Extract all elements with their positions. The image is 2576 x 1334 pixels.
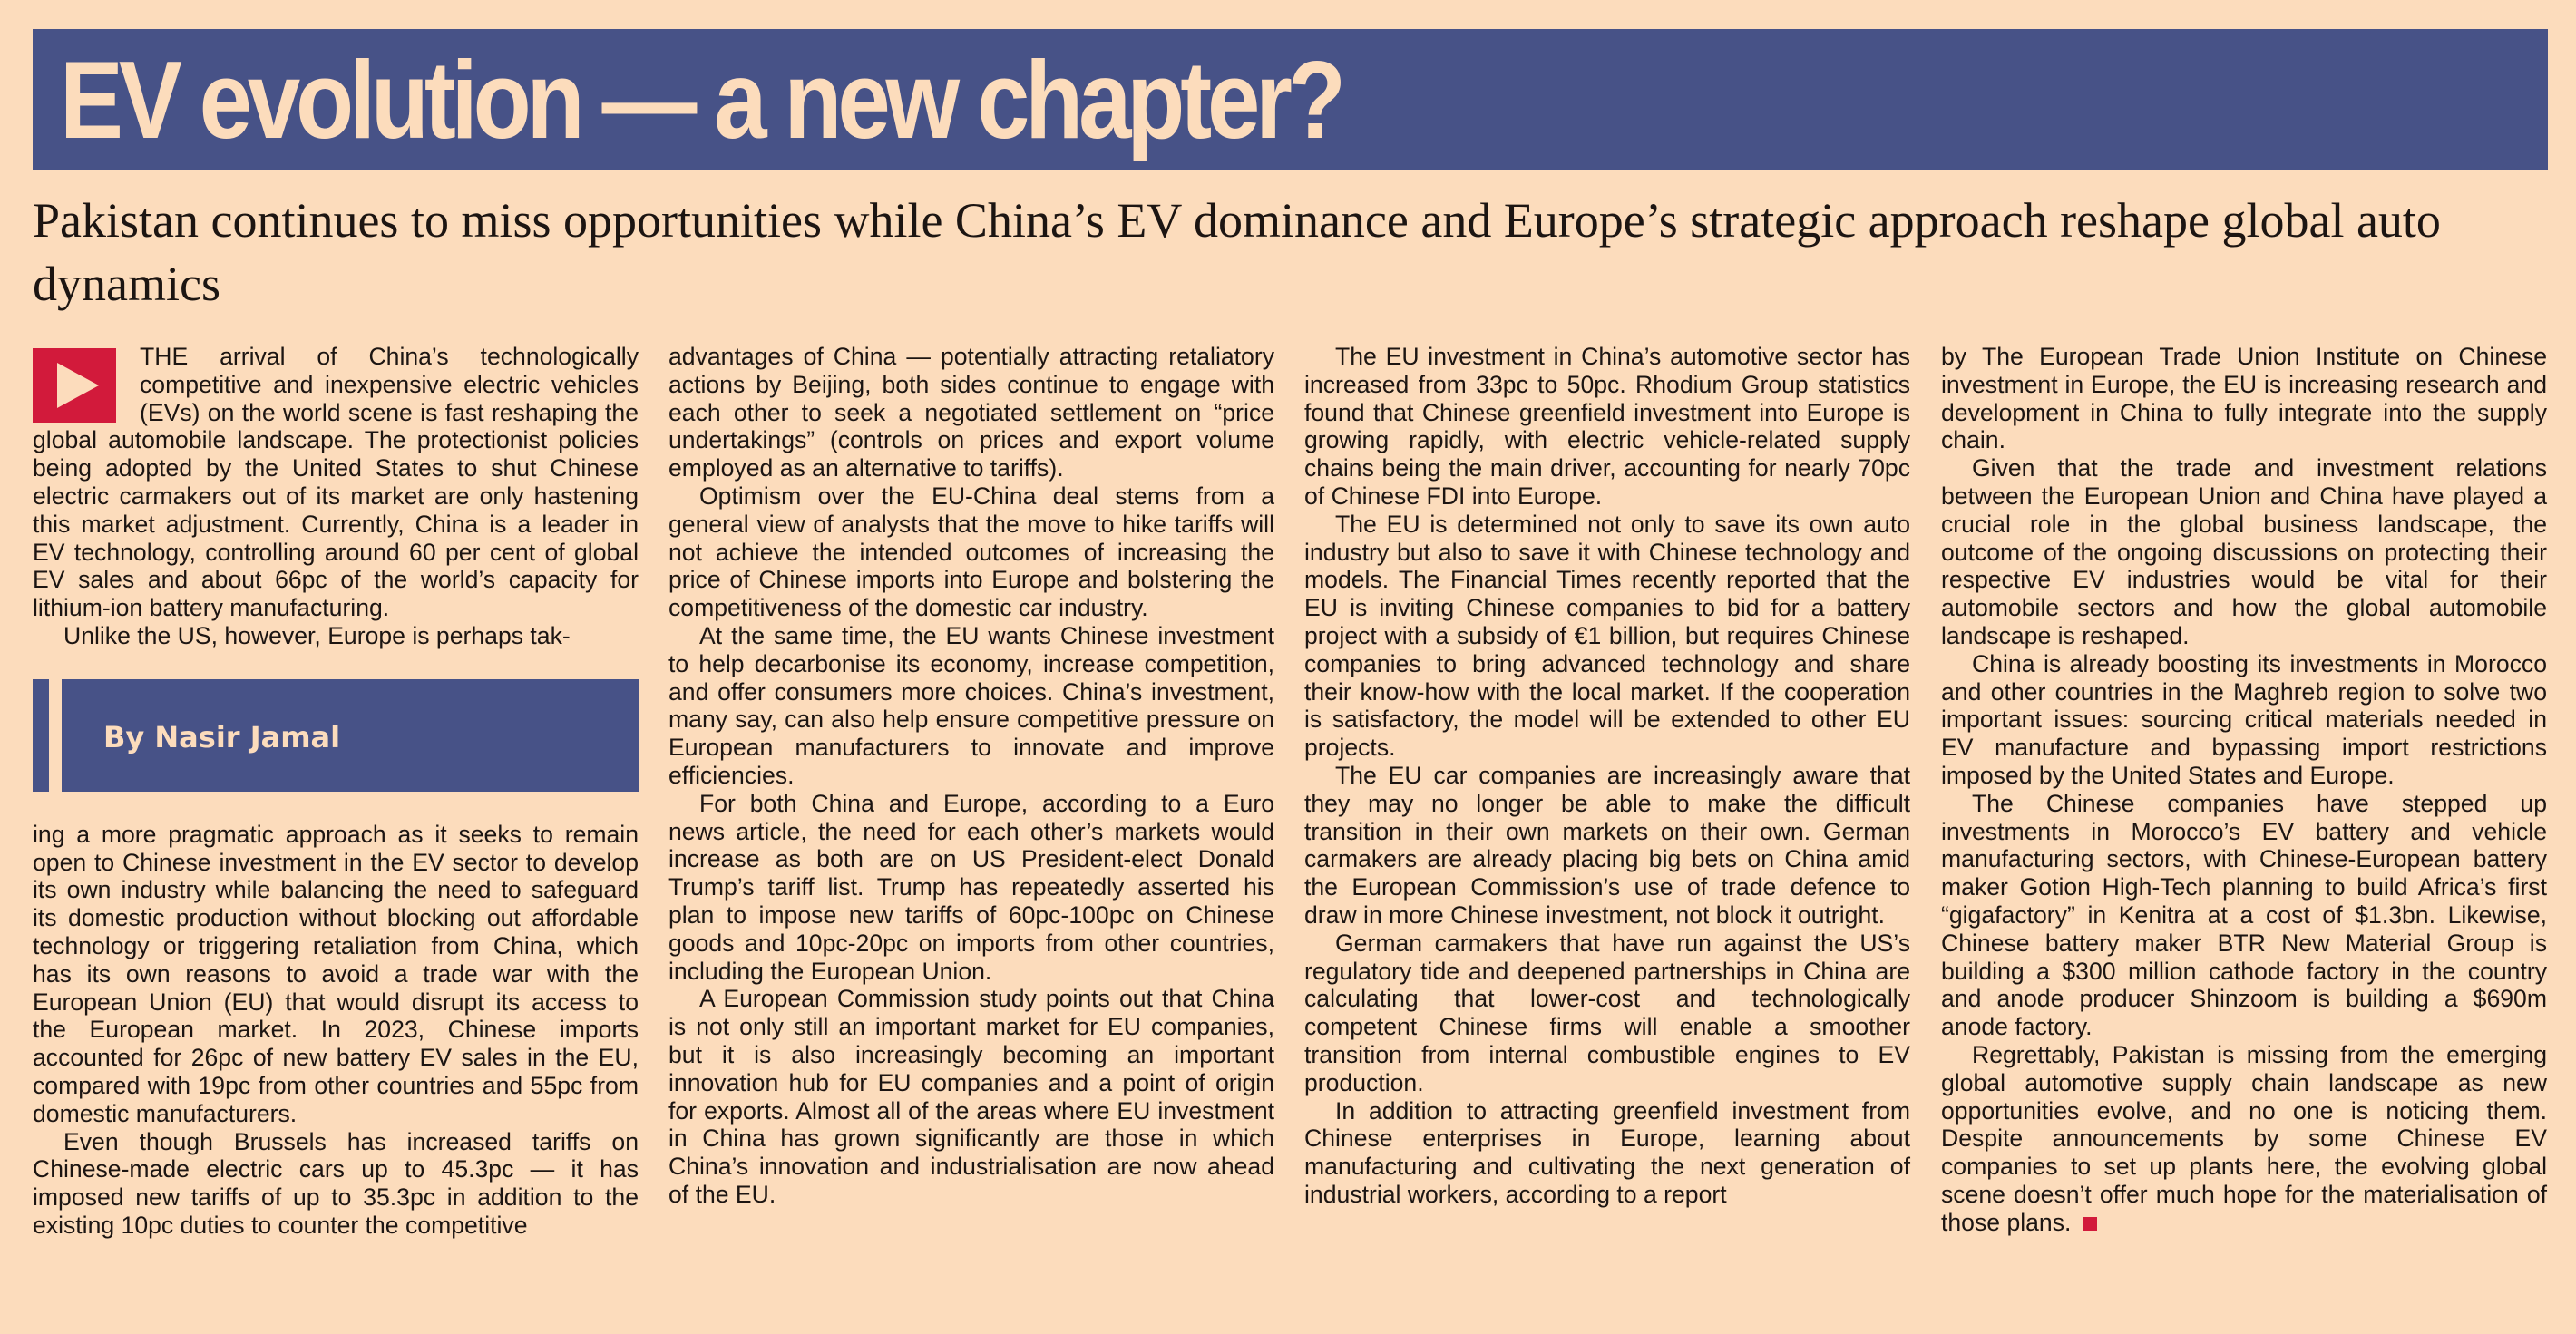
paragraph-text: Regrettably, Pakistan is missing from the emerging global automotive supply chain landscape as new opportunities evolve, and no one is noticing them. Despite announcements by some Chinese EV companies to set up plants here, the evolving global scene doesn’t offer much hope for the materialisation of those plans.	[1941, 1040, 2547, 1236]
paragraph: Unlike the US, however, Europe is perhaps tak-	[63, 621, 571, 649]
paragraph: The Chinese companies have stepped up investments in Morocco’s EV battery and vehicle manufacturing sectors, with Chinese-European battery maker Gotion High-Tech planning to build Africa’s first “gigafactory” in Kenitra at a cost of $1.3bn. Likewise, Chinese battery maker BTR New Material Group is building a $300 million cathode factory in the country and anode producer Shinzoom is building a $690m anode factory.	[1941, 789, 2547, 1041]
paragraph: In addition to attracting greenfield investment from Chinese enterprises in Europe, learning about manufacturing and cultivating the next generation of industrial workers, according to a report	[1304, 1096, 1910, 1208]
headline: EV evolution — a new chapter?	[60, 38, 1342, 161]
paragraph: A European Commission study points out that China is not only still an important market for EU companies, but it is also increasingly becoming an important innovation hub for EU companies and a point of origin for exports. Almost all of the areas where EU investment in China has grown significantly are those in which China’s innovation and industrialisation are now ahead of the EU.	[668, 985, 1274, 1208]
paragraph: Given that the trade and investment relations between the European Union and China have played a crucial role in the global business landscape, the outcome of the ongoing discussions on protecting their respective EV industries would be vital for their automobile sectors and how the global automobile landscape is reshaped.	[1941, 454, 2547, 649]
paragraph: Optimism over the EU-China deal stems from a general view of analysts that the move to hike tariffs will not achieve the intended outcomes of increasing the price of Chinese imports into Europe and bolstering the competitiveness of the domestic car industry.	[668, 482, 1274, 622]
paragraph: The EU is determined not only to save its own auto industry but also to save it with Chinese technology and models. The Financial Times recently reported that the EU is inviting Chinese companies to bid for a battery project with a subsidy of €1 billion, but requires Chinese companies to bring advanced technology and share their know-how with the local market. If the cooperation is satisfactory, the model will be extended to other EU projects.	[1304, 510, 1910, 762]
paragraph: German carmakers that have run against the US’s regulatory tide and deepened partnerships in China are calculating that lower-cost and technologically competent Chinese firms will enable a smoother transition from internal combustible engines to EV production.	[1304, 929, 1910, 1096]
paragraph: THE arrival of China’s technologically competitive and inexpensive electric vehicles (EVs) on the world scene is fast reshaping the global automobile landscape. The protectionist policies being adopted by the United States to shut Chinese electric carmakers out of its market are only hastening this market adjustment. Currently, China is a leader in EV technology, controlling around 60 per cent of global EV sales and about 66pc of the world’s capacity for lithium-ion battery manufacturing.	[33, 343, 639, 622]
paragraph: The EU car companies are increasingly aware that they may no longer be able to make the difficult transition in their own markets on their own. German carmakers are already placing big bets on China amid the European Commission’s use of trade defence to draw in more Chinese investment, not block it outright.	[1304, 761, 1910, 929]
paragraph: For both China and Europe, according to a Euro news article, the need for each other’s markets would increase as both are on US President-elect Donald Trump’s tariff list. Trump has repeatedly asserted his plan to impose new tariffs of 60pc-100pc on Chinese goods and 10pc-20pc on imports from other countries, including the European Union.	[668, 789, 1274, 985]
article-column-4	[1941, 343, 2547, 1237]
article-column-1	[33, 343, 639, 1240]
article-column-2	[668, 343, 1274, 1209]
last-paragraph	[1941, 1041, 2547, 1237]
standfirst: Pakistan continues to miss opportunities while China’s EV dominance and Europe’s strategic approach reshape global auto dynamics	[33, 193, 2441, 311]
paragraph: At the same time, the EU wants Chinese investment to help decarbonise its economy, increase competition, and offer consumers more choices. China’s investment, many say, can also help ensure competitive pressure on European manufacturers to innovate and improve efficiencies.	[668, 621, 1274, 789]
paragraph: ing a more pragmatic approach as it seeks to remain open to Chinese investment in the EV sector to develop its own industry while balancing the need to safeguard its domestic production without blocking out affordable technology or triggering retaliation from China, which has its own reasons to avoid a trade war with the European Union (EU) that would disrupt its access to the European market. In 2023, Chinese imports accounted for 26pc of new battery EV sales in the EU, compared with 19pc from other countries and 55pc from domestic manufacturers.	[33, 820, 639, 1127]
paragraph: advantages of China — potentially attracting retaliatory actions by Beijing, both sides continue to engage with each other to seek a negotiated settlement on “price undertakings” (controls on prices and export volume employed as an alternative to tariffs).	[668, 343, 1274, 482]
paragraph: China is already boosting its investments in Morocco and other countries in the Maghreb region to solve two important issues: sourcing critical materials needed in EV manufacture and bypassing import restrictions imposed by the United States and Europe.	[1941, 649, 2547, 789]
play-icon	[33, 348, 116, 423]
paragraph: The EU investment in China’s automotive sector has increased from 33pc to 50pc. Rhodium Group statistics found that Chinese greenfield investment into Europe is growing rapidly, with electric vehicle-related supply chains being the main driver, accounting for nearly 70pc of Chinese FDI into Europe.	[1304, 343, 1910, 510]
paragraph: Even though Brussels has increased tariffs on Chinese-made electric cars up to 45.3pc — it has imposed new tariffs of up to 35.3pc in addition to the existing 10pc duties to counter the competitive	[33, 1127, 639, 1239]
end-of-article-icon	[2083, 1217, 2097, 1231]
byline-stripe	[49, 679, 62, 792]
byline: By Nasir Jamal	[103, 719, 341, 755]
byline-box	[33, 679, 639, 792]
headline-banner	[33, 29, 2548, 170]
article-column-3	[1304, 343, 1910, 1209]
paragraph: by The European Trade Union Institute on Chinese investment in Europe, the EU is increasing research and development in China to fully integrate into the supply chain.	[1941, 343, 2547, 454]
